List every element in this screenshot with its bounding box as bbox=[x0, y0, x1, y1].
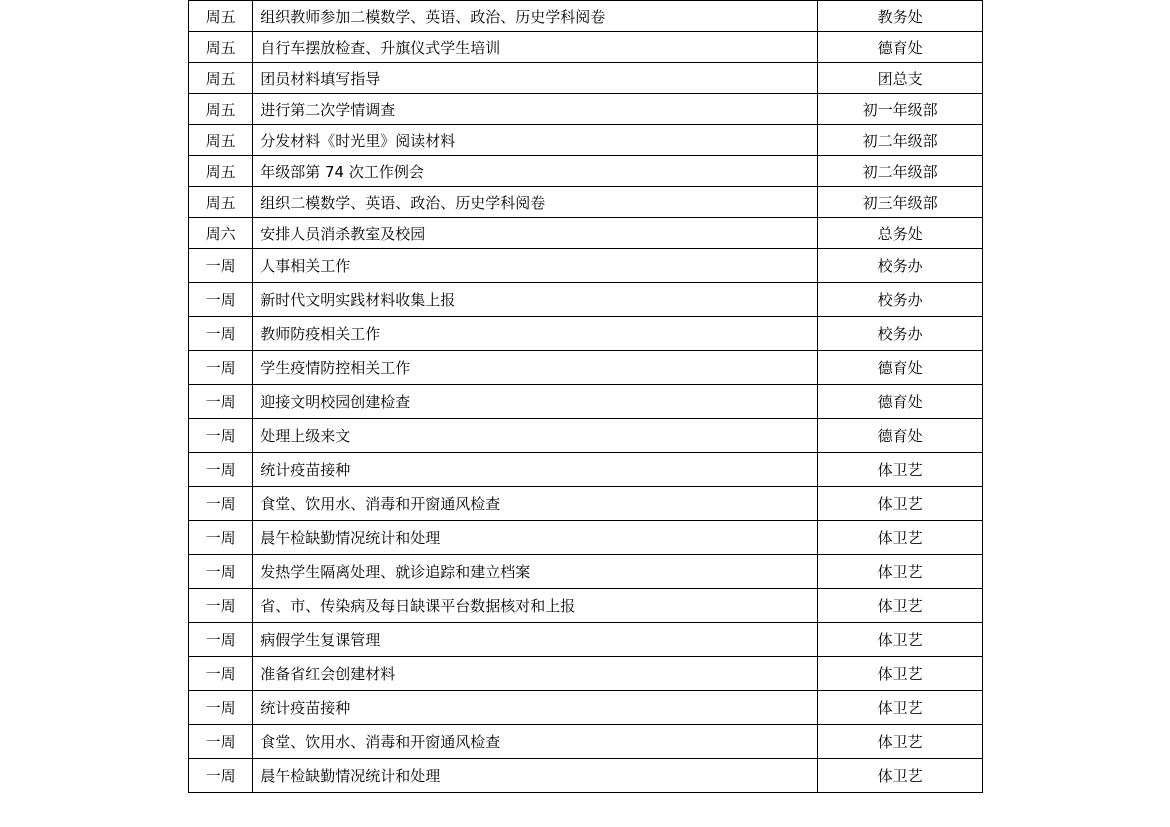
department-cell: 校务办 bbox=[818, 249, 983, 283]
department-cell: 体卫艺 bbox=[818, 759, 983, 793]
table-row bbox=[189, 691, 983, 725]
task-cell: 人事相关工作 bbox=[253, 249, 818, 283]
task-cell: 迎接文明校园创建检查 bbox=[253, 385, 818, 419]
task-cell: 新时代文明实践材料收集上报 bbox=[253, 283, 818, 317]
department-cell: 总务处 bbox=[818, 218, 983, 249]
day-cell: 一周 bbox=[189, 487, 253, 521]
table-row bbox=[189, 1, 983, 32]
task-cell: 食堂、饮用水、消毒和开窗通风检查 bbox=[253, 487, 818, 521]
task-cell: 组织教师参加二模数学、英语、政治、历史学科阅卷 bbox=[253, 1, 818, 32]
department-cell: 体卫艺 bbox=[818, 453, 983, 487]
department-cell: 初三年级部 bbox=[818, 187, 983, 218]
task-cell: 团员材料填写指导 bbox=[253, 63, 818, 94]
department-cell: 初一年级部 bbox=[818, 94, 983, 125]
table-row bbox=[189, 521, 983, 555]
day-cell: 周五 bbox=[189, 1, 253, 32]
table-row bbox=[189, 156, 983, 187]
department-cell: 德育处 bbox=[818, 419, 983, 453]
table-row bbox=[189, 487, 983, 521]
task-cell: 晨午检缺勤情况统计和处理 bbox=[253, 759, 818, 793]
table-row bbox=[189, 453, 983, 487]
department-cell: 初二年级部 bbox=[818, 125, 983, 156]
table-row bbox=[189, 351, 983, 385]
day-cell: 周五 bbox=[189, 94, 253, 125]
task-cell: 省、市、传染病及每日缺课平台数据核对和上报 bbox=[253, 589, 818, 623]
task-cell: 病假学生复课管理 bbox=[253, 623, 818, 657]
day-cell: 一周 bbox=[189, 759, 253, 793]
task-cell: 发热学生隔离处理、就诊追踪和建立档案 bbox=[253, 555, 818, 589]
task-cell: 晨午检缺勤情况统计和处理 bbox=[253, 521, 818, 555]
department-cell: 体卫艺 bbox=[818, 589, 983, 623]
department-cell: 德育处 bbox=[818, 32, 983, 63]
task-cell: 安排人员消杀教室及校园 bbox=[253, 218, 818, 249]
department-cell: 团总支 bbox=[818, 63, 983, 94]
table-row bbox=[189, 759, 983, 793]
department-cell: 初二年级部 bbox=[818, 156, 983, 187]
schedule-table bbox=[188, 0, 983, 793]
day-cell: 周五 bbox=[189, 187, 253, 218]
department-cell: 体卫艺 bbox=[818, 555, 983, 589]
task-cell: 处理上级来文 bbox=[253, 419, 818, 453]
schedule-table-body bbox=[189, 1, 983, 793]
table-row bbox=[189, 283, 983, 317]
table-row bbox=[189, 218, 983, 249]
task-cell: 学生疫情防控相关工作 bbox=[253, 351, 818, 385]
day-cell: 周五 bbox=[189, 125, 253, 156]
table-row bbox=[189, 249, 983, 283]
day-cell: 一周 bbox=[189, 453, 253, 487]
department-cell: 德育处 bbox=[818, 351, 983, 385]
department-cell: 校务办 bbox=[818, 317, 983, 351]
day-cell: 周五 bbox=[189, 156, 253, 187]
table-row bbox=[189, 385, 983, 419]
task-cell: 统计疫苗接种 bbox=[253, 691, 818, 725]
day-cell: 周五 bbox=[189, 63, 253, 94]
table-row bbox=[189, 94, 983, 125]
table-row bbox=[189, 63, 983, 94]
department-cell: 体卫艺 bbox=[818, 623, 983, 657]
department-cell: 体卫艺 bbox=[818, 691, 983, 725]
day-cell: 一周 bbox=[189, 385, 253, 419]
department-cell: 德育处 bbox=[818, 385, 983, 419]
day-cell: 一周 bbox=[189, 691, 253, 725]
day-cell: 一周 bbox=[189, 419, 253, 453]
day-cell: 周六 bbox=[189, 218, 253, 249]
day-cell: 一周 bbox=[189, 623, 253, 657]
task-cell: 自行车摆放检查、升旗仪式学生培训 bbox=[253, 32, 818, 63]
day-cell: 一周 bbox=[189, 351, 253, 385]
department-cell: 体卫艺 bbox=[818, 725, 983, 759]
task-cell: 准备省红会创建材料 bbox=[253, 657, 818, 691]
department-cell: 校务办 bbox=[818, 283, 983, 317]
day-cell: 一周 bbox=[189, 555, 253, 589]
table-row bbox=[189, 725, 983, 759]
table-row bbox=[189, 555, 983, 589]
table-row bbox=[189, 623, 983, 657]
task-cell: 分发材料《时光里》阅读材料 bbox=[253, 125, 818, 156]
task-cell: 进行第二次学情调查 bbox=[253, 94, 818, 125]
task-cell: 教师防疫相关工作 bbox=[253, 317, 818, 351]
department-cell: 教务处 bbox=[818, 1, 983, 32]
table-row bbox=[189, 657, 983, 691]
day-cell: 一周 bbox=[189, 725, 253, 759]
table-row bbox=[189, 32, 983, 63]
department-cell: 体卫艺 bbox=[818, 521, 983, 555]
day-cell: 一周 bbox=[189, 521, 253, 555]
table-row bbox=[189, 317, 983, 351]
day-cell: 一周 bbox=[189, 317, 253, 351]
task-cell: 食堂、饮用水、消毒和开窗通风检查 bbox=[253, 725, 818, 759]
table-row bbox=[189, 187, 983, 218]
day-cell: 一周 bbox=[189, 249, 253, 283]
table-row bbox=[189, 589, 983, 623]
task-cell: 年级部第 74 次工作例会 bbox=[253, 156, 818, 187]
task-cell: 组织二模数学、英语、政治、历史学科阅卷 bbox=[253, 187, 818, 218]
day-cell: 一周 bbox=[189, 657, 253, 691]
department-cell: 体卫艺 bbox=[818, 657, 983, 691]
day-cell: 一周 bbox=[189, 589, 253, 623]
day-cell: 周五 bbox=[189, 32, 253, 63]
table-row bbox=[189, 419, 983, 453]
department-cell: 体卫艺 bbox=[818, 487, 983, 521]
day-cell: 一周 bbox=[189, 283, 253, 317]
task-cell: 统计疫苗接种 bbox=[253, 453, 818, 487]
table-row bbox=[189, 125, 983, 156]
